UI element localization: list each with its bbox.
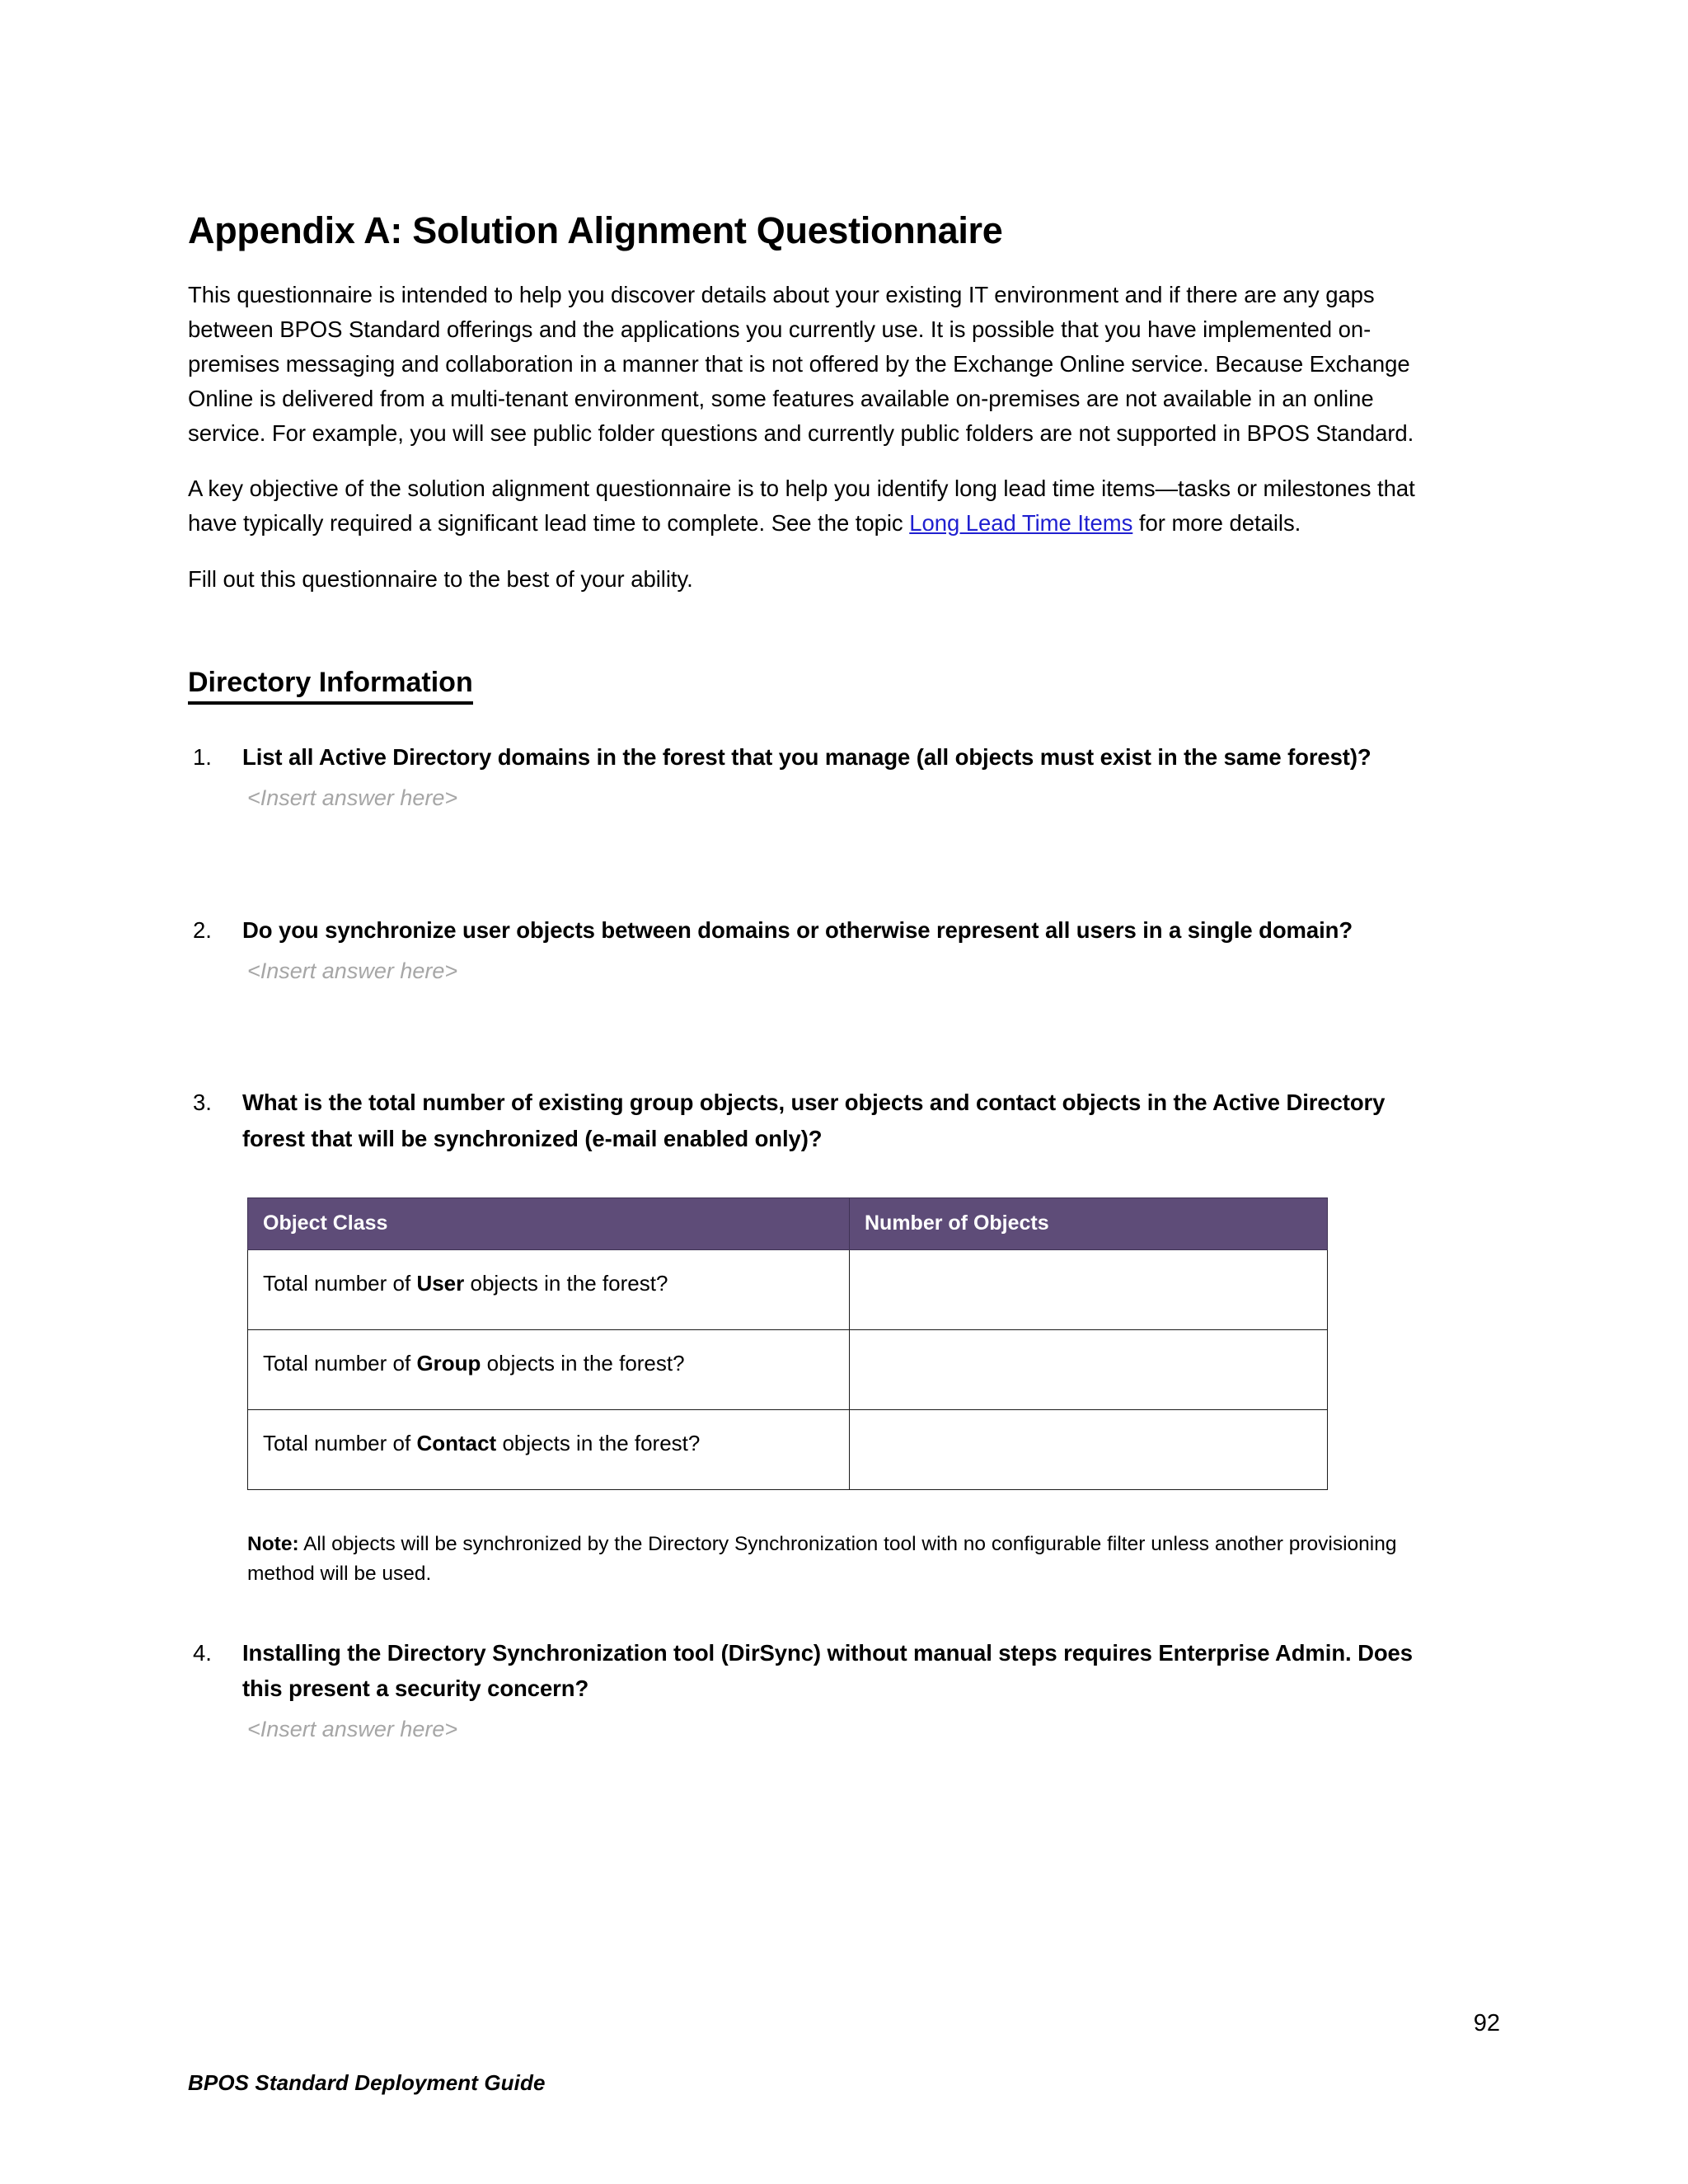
question-text: Do you synchronize user objects between domains or otherwise represent all users in a single domain?: [242, 916, 1353, 943]
table-row: [248, 1410, 1328, 1490]
intro-paragraph-3: Fill out this questionnaire to the best of your ability.: [188, 565, 693, 592]
question-number: 3.: [193, 1090, 212, 1116]
object-count-table: [247, 1197, 1328, 1490]
question-item: [188, 739, 1441, 775]
cell-suffix: objects in the forest?: [496, 1431, 701, 1456]
long-lead-time-items-link[interactable]: Long Lead Time Items: [909, 510, 1133, 537]
cell-suffix: objects in the forest?: [481, 1351, 685, 1376]
object-count-table-container: [247, 1197, 1327, 1490]
table-cell-object-class: [248, 1410, 850, 1490]
table-row: [248, 1250, 1328, 1330]
answer-placeholder[interactable]: <Insert answer here>: [247, 1717, 458, 1742]
cell-bold-term: Contact: [416, 1431, 497, 1456]
question-item: [188, 1635, 1441, 1707]
table-cell-count-input[interactable]: [850, 1250, 1328, 1330]
intro-paragraph-2-before-link: A key objective of the solution alignment questionnaire is to help you identify long lead time items—tasks or milestones that have typically required a significant lead time to complete. See the topic: [188, 476, 1415, 537]
question-text: What is the total number of existing group objects, user objects and contact objects in the Active Directory forest that will be synchronized (e-mail enabled only)?: [242, 1090, 1386, 1151]
footer-document-name: BPOS Standard Deployment Guide: [188, 2070, 546, 2095]
table-row: [248, 1330, 1328, 1410]
question-number: 4.: [193, 1639, 212, 1666]
cell-bold-term: User: [416, 1271, 465, 1296]
question-number: 2.: [193, 916, 212, 943]
intro-paragraph-2: [188, 471, 1441, 541]
cell-prefix: Total number of: [263, 1351, 417, 1376]
answer-space: [188, 815, 1441, 912]
page-title: Appendix A: Solution Alignment Questionnaire: [188, 209, 1003, 251]
question-item: [188, 1085, 1441, 1156]
table-cell-object-class: [248, 1250, 850, 1330]
question-text: Installing the Directory Synchronization tool (DirSync) without manual steps requires Enterprise Admin. Does this present a security concern?: [242, 1639, 1413, 1702]
answer-space: [188, 987, 1441, 1085]
section-heading-container: [188, 631, 1441, 723]
answer-placeholder[interactable]: <Insert answer here>: [247, 958, 458, 983]
note-block: [247, 1530, 1401, 1589]
question-number: 1.: [193, 743, 212, 770]
answer-placeholder[interactable]: <Insert answer here>: [247, 785, 458, 810]
cell-prefix: Total number of: [263, 1431, 417, 1456]
cell-bold-term: Group: [416, 1351, 481, 1376]
note-label: Note:: [247, 1533, 299, 1556]
page-number: 92: [1473, 2010, 1500, 2036]
section-heading-directory-information: Directory Information: [188, 666, 473, 705]
table-header-row: [248, 1198, 1328, 1250]
intro-paragraph-2-after-link: for more details.: [1132, 510, 1301, 537]
intro-paragraph-1: This questionnaire is intended to help you discover details about your existing IT environment and if there are any gaps between BPOS Standard offerings and the applications you currently use. It is possible that you have implemented on-premises messaging and collaboration in a manner that is not offered by the Exchange Online service. Because Exchange Online is delivered from a multi-tenant environment, some features available on-premises are not available in an online service. For example, you will see public folder questions and currently public folders are not supported in BPOS Standard.: [188, 282, 1414, 446]
cell-suffix: objects in the forest?: [464, 1271, 668, 1296]
cell-prefix: Total number of: [263, 1271, 417, 1296]
table-cell-count-input[interactable]: [850, 1410, 1328, 1490]
table-column-header-object-class: Object Class: [248, 1198, 850, 1250]
table-column-header-number-of-objects: Number of Objects: [850, 1198, 1328, 1250]
question-item: [188, 912, 1441, 948]
table-cell-object-class: [248, 1330, 850, 1410]
table-cell-count-input[interactable]: [850, 1330, 1328, 1410]
question-text: List all Active Directory domains in the forest that you manage (all objects must exist in the same forest)?: [242, 743, 1372, 770]
note-text: All objects will be synchronized by the Directory Synchronization tool with no configurable filter unless another provisioning method will be used.: [247, 1533, 1397, 1585]
spacer: [188, 1589, 1441, 1635]
page-content: [188, 210, 1441, 1746]
